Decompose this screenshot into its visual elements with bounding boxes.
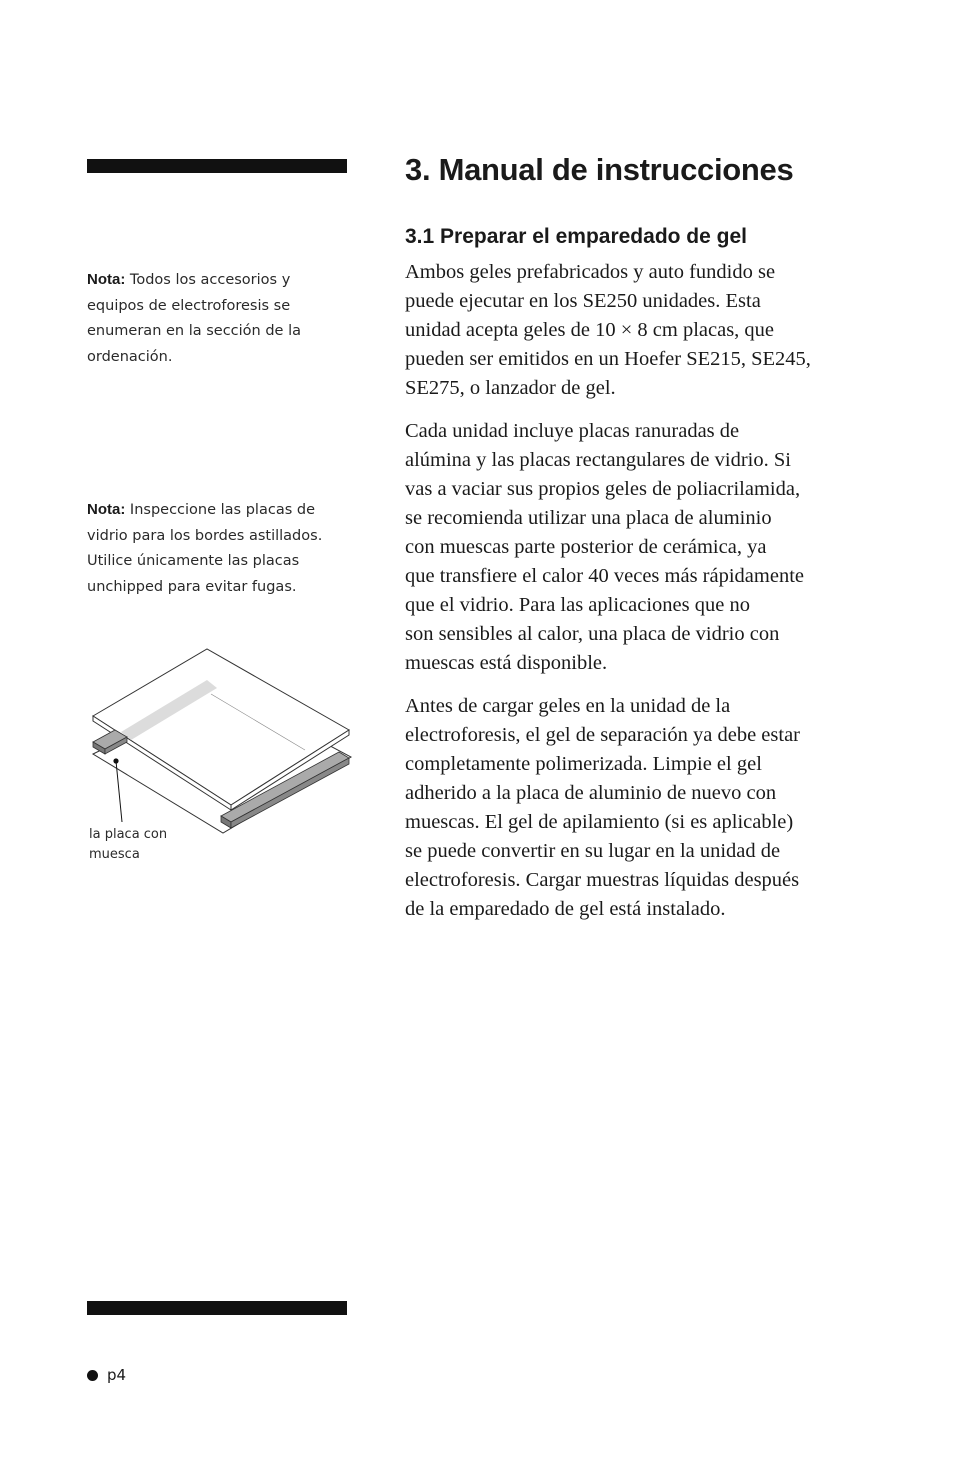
bullet-icon xyxy=(87,1370,98,1381)
paragraph-line: unidad acepta geles de 10 × 8 cm placas, que xyxy=(405,319,775,341)
note-line xyxy=(87,497,352,524)
paragraph-line: que el vidrio. Para las aplicaciones que no xyxy=(405,594,750,616)
paragraph-line: adherido a la placa de aluminio de nuevo con xyxy=(405,782,777,804)
note-line xyxy=(87,267,352,294)
paragraph-line: de la emparedado de gel está instalado. xyxy=(405,898,726,920)
note-text: Todos los accesorios y xyxy=(125,272,291,288)
paragraph-3 xyxy=(405,692,875,924)
paragraph-line: se recomienda utilizar una placa de aluminio xyxy=(405,507,772,529)
paragraph-line: que transfiere el calor 40 veces más rápidamente xyxy=(405,565,804,587)
note-line: ordenación. xyxy=(87,348,173,365)
paragraph-line: SE275, o lanzador de gel. xyxy=(405,377,616,399)
paragraph-line: son sensibles al calor, una placa de vidrio con xyxy=(405,623,780,645)
note-line: vidrio para los bordes astillados. xyxy=(87,527,323,544)
note-line: enumeran en la sección de la xyxy=(87,323,302,339)
paragraph-line: Ambos geles prefabricados y auto fundido se xyxy=(405,261,776,283)
paragraph-line: completamente polimerizada. Limpie el gel xyxy=(405,753,762,775)
chapter-heading: 3. Manual de instrucciones xyxy=(405,152,794,187)
paragraph-line: vas a vaciar sus propios geles de poliacrilamida, xyxy=(405,478,801,500)
paragraph-2 xyxy=(405,417,875,678)
gel-sandwich-illustration xyxy=(85,640,355,840)
paragraph-line: muescas está disponible. xyxy=(405,652,608,674)
note-line: Utilice únicamente las placas xyxy=(87,553,300,569)
top-rule xyxy=(87,159,347,173)
paragraph-line: puede ejecutar en los SE250 unidades. Esta xyxy=(405,290,761,312)
note-line: unchipped para evitar fugas. xyxy=(87,578,297,595)
caption-line: muesca xyxy=(89,847,140,862)
paragraph-line: se puede convertir en su lugar en la unidad de xyxy=(405,840,781,862)
note-label: Nota: xyxy=(87,271,126,288)
paragraph-line: muescas. El gel de apilamiento (si es aplicable) xyxy=(405,811,794,833)
note-label: Nota: xyxy=(87,501,126,518)
paragraph-line: pueden ser emitidos en un Hoefer SE215, SE245, xyxy=(405,348,811,370)
margin-note-inspection xyxy=(87,497,352,600)
note-line: equipos de electroforesis se xyxy=(87,297,291,314)
margin-note-accessories xyxy=(87,267,352,370)
paragraph-line: Antes de cargar geles en la unidad de la xyxy=(405,695,731,717)
figure-caption xyxy=(89,825,167,865)
paragraph-line: alúmina y las placas rectangulares de vidrio. Si xyxy=(405,449,791,471)
page-number: p4 xyxy=(107,1366,127,1384)
paragraph-line: electroforesis. Cargar muestras líquidas después xyxy=(405,869,800,891)
section-heading: 3.1 Preparar el emparedado de gel xyxy=(405,225,747,248)
bottom-rule xyxy=(87,1301,347,1315)
caption-line: la placa con xyxy=(89,827,168,842)
paragraph-line: electroforesis, el gel de separación ya debe estar xyxy=(405,724,800,746)
paragraph-line: Cada unidad incluye placas ranuradas de xyxy=(405,420,740,442)
page-footer xyxy=(87,1366,126,1384)
paragraph-line: con muescas parte posterior de cerámica, ya xyxy=(405,536,767,558)
paragraph-1 xyxy=(405,258,875,403)
note-text: Inspeccione las placas de xyxy=(125,502,315,518)
